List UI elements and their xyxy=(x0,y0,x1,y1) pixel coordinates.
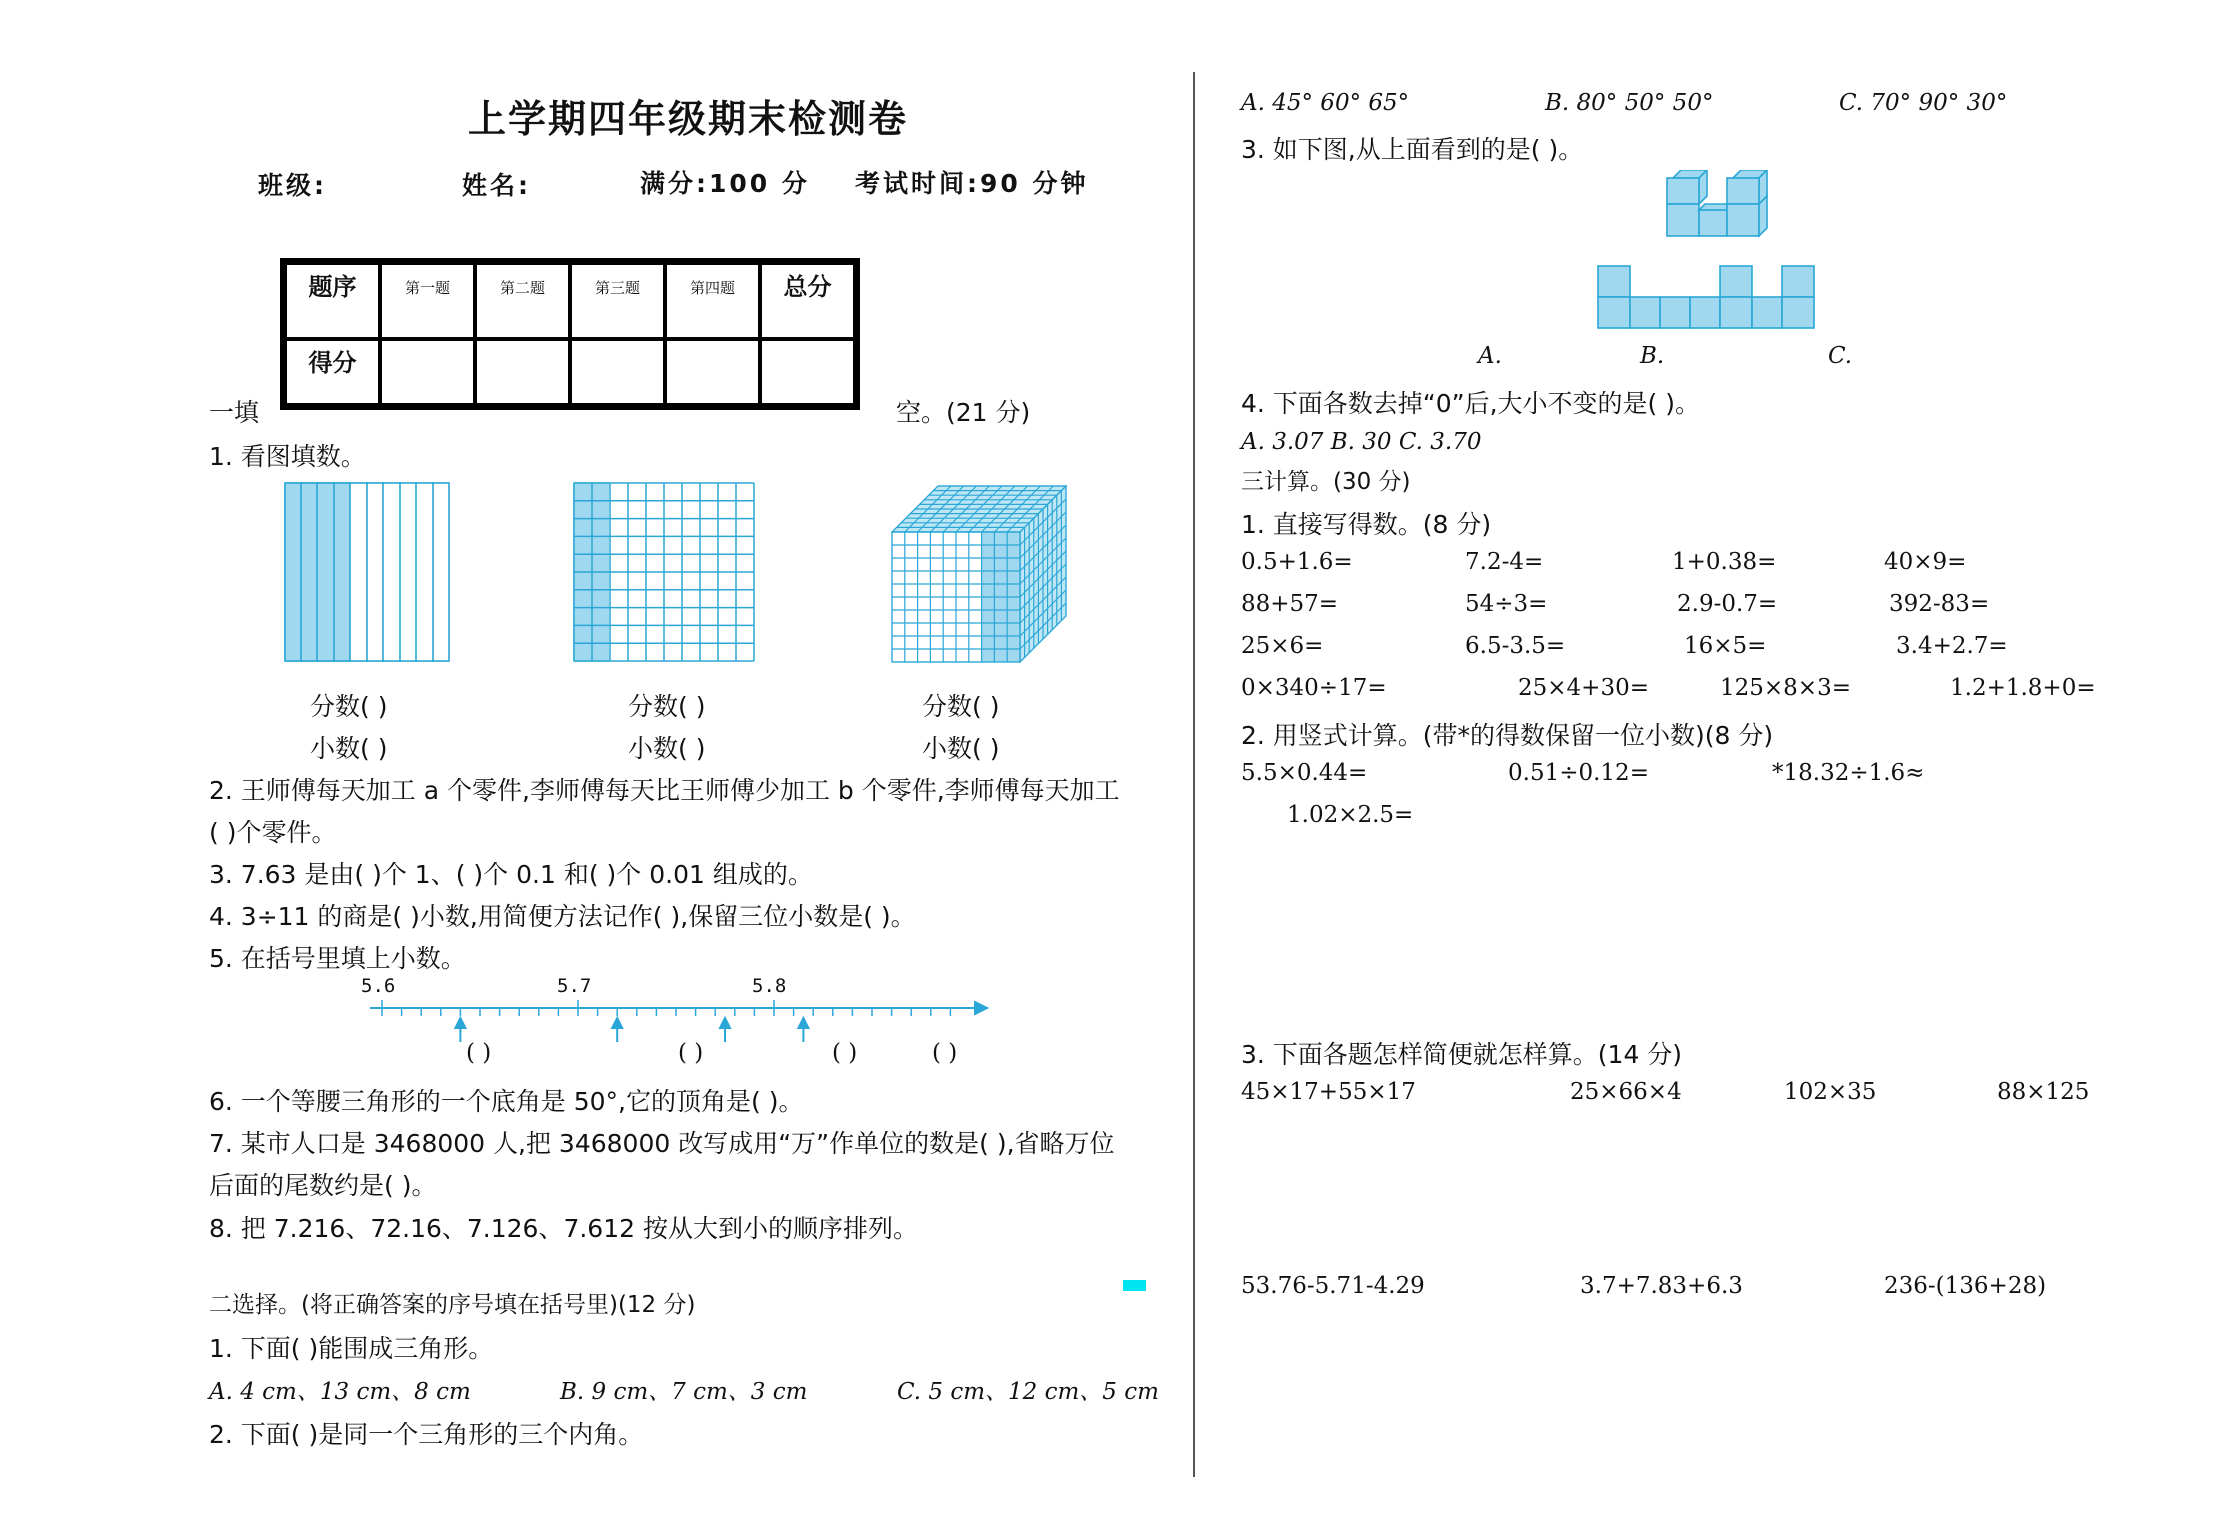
simplify-item: 3.7+7.83+6.3 xyxy=(1580,1273,1743,1299)
q2-3-option-b[interactable]: B. xyxy=(1640,343,1665,369)
option-b-square xyxy=(1720,297,1752,328)
column-divider xyxy=(1193,72,1195,1477)
vertical-calc-item: 0.51÷0.12= xyxy=(1508,760,1649,786)
question-2-2: 2. 下面( )是同一个三角形的三个内角。 xyxy=(209,1420,644,1449)
figure-hundredths-grid xyxy=(573,482,755,662)
simplify-item: 53.76-5.71-4.29 xyxy=(1241,1273,1425,1299)
question-3-3: 3. 下面各题怎样简便就怎样算。(14 分) xyxy=(1241,1040,1683,1069)
option-a-top-square xyxy=(1598,266,1630,297)
score-input-cell[interactable] xyxy=(570,339,665,407)
simplify-item: 236-(136+28) xyxy=(1884,1273,2047,1299)
question-3-1: 1. 直接写得数。(8 分) xyxy=(1241,510,1492,539)
numline-blank-4[interactable]: ( ) xyxy=(932,1040,958,1066)
score-input-cell[interactable] xyxy=(760,339,857,407)
fraction-blank-2[interactable]: 分数( ) xyxy=(628,692,706,721)
simplify-item: 45×17+55×17 xyxy=(1241,1079,1416,1105)
question-1-3: 3. 7.63 是由( )个 1、( )个 0.1 和( )个 0.01 组成的。 xyxy=(209,860,813,889)
option-b-square xyxy=(1660,297,1690,328)
simplify-item: 88×125 xyxy=(1997,1079,2090,1105)
figure-tenths-strips xyxy=(284,482,450,662)
section1-title-left: 一填 xyxy=(209,398,260,427)
q2-4-options[interactable]: A. 3.07 B. 30 C. 3.70 xyxy=(1241,429,1482,455)
calc-item: 2.9-0.7= xyxy=(1677,591,1778,617)
calc-item: 54÷3= xyxy=(1465,591,1548,617)
score-table-cell: 第一题 xyxy=(380,262,475,340)
question-1-8: 8. 把 7.216、72.16、7.126、7.612 按从大到小的顺序排列。 xyxy=(209,1214,918,1243)
class-label: 班级: xyxy=(258,171,327,200)
calc-item: 25×6= xyxy=(1241,633,1324,659)
score-table-score-row xyxy=(284,339,857,407)
numline-blank-1[interactable]: ( ) xyxy=(466,1040,492,1066)
cyan-mark xyxy=(1123,1280,1146,1291)
cube-stack-figure xyxy=(1665,170,1785,254)
section2-title: 二选择。(将正确答案的序号填在括号里)(12 分) xyxy=(209,1292,696,1318)
option-c-square xyxy=(1752,297,1782,328)
exam-time-label: 考试时间:90 分钟 xyxy=(855,169,1089,198)
option-a-square xyxy=(1630,297,1660,328)
score-input-cell[interactable] xyxy=(475,339,570,407)
calc-item: 1+0.38= xyxy=(1672,549,1777,575)
section3-title: 三计算。(30 分) xyxy=(1241,469,1411,495)
calc-item: 1.2+1.8+0= xyxy=(1950,675,2096,701)
question-1-7a: 7. 某市人口是 3468000 人,把 3468000 改写成用“万”作单位的数是( ),省略万位 xyxy=(209,1129,1115,1158)
numline-label-5-6: 5.6 xyxy=(361,975,396,997)
calc-item: 6.5-3.5= xyxy=(1465,633,1566,659)
calc-item: 25×4+30= xyxy=(1518,675,1649,701)
question-2-3: 3. 如下图,从上面看到的是( )。 xyxy=(1241,135,1584,164)
q2-3-option-c[interactable]: C. xyxy=(1828,343,1853,369)
score-table xyxy=(280,258,860,410)
numline-label-5-7: 5.7 xyxy=(557,975,592,997)
figure-thousandths-cube xyxy=(890,482,1072,664)
numline-blank-2[interactable]: ( ) xyxy=(678,1040,704,1066)
question-1-5: 5. 在括号里填上小数。 xyxy=(209,944,466,973)
score-table-cell: 总分 xyxy=(760,262,857,340)
calc-item: 7.2-4= xyxy=(1465,549,1544,575)
simplify-item: 25×66×4 xyxy=(1570,1079,1682,1105)
fraction-blank-1[interactable]: 分数( ) xyxy=(310,692,388,721)
q2-1-option-c[interactable]: C. 5 cm、12 cm、5 cm xyxy=(897,1379,1159,1405)
page-title: 上学期四年级期末检测卷 xyxy=(468,97,909,141)
q2-1-option-a[interactable]: A. 4 cm、13 cm、8 cm xyxy=(209,1379,471,1405)
number-line-ticks xyxy=(370,1000,987,1042)
score-input-cell[interactable] xyxy=(665,339,760,407)
question-1-6: 6. 一个等腰三角形的一个底角是 50°,它的顶角是( )。 xyxy=(209,1087,804,1116)
decimal-blank-1[interactable]: 小数( ) xyxy=(310,734,388,763)
score-table-cell: 第二题 xyxy=(475,262,570,340)
question-1-1: 1. 看图填数。 xyxy=(209,442,366,471)
fraction-blank-3[interactable]: 分数( ) xyxy=(922,692,1000,721)
option-b-top-square xyxy=(1720,266,1752,297)
calc-item: 40×9= xyxy=(1884,549,1967,575)
simplify-item: 102×35 xyxy=(1784,1079,1877,1105)
decimal-blank-3[interactable]: 小数( ) xyxy=(922,734,1000,763)
q2-1-option-b[interactable]: B. 9 cm、7 cm、3 cm xyxy=(560,1379,808,1405)
q2-2-option-a[interactable]: A. 45° 60° 65° xyxy=(1241,90,1410,116)
numline-blank-3[interactable]: ( ) xyxy=(832,1040,858,1066)
calc-item: 125×8×3= xyxy=(1720,675,1851,701)
vertical-calc-item: 5.5×0.44= xyxy=(1241,760,1368,786)
score-table-header-row xyxy=(284,262,857,340)
q2-2-option-b[interactable]: B. 80° 50° 50° xyxy=(1545,90,1714,116)
question-1-2a: 2. 王师傅每天加工 a 个零件,李师傅每天比王师傅少加工 b 个零件,李师傅每天加工 xyxy=(209,776,1120,805)
question-1-7b: 后面的尾数约是( )。 xyxy=(209,1171,437,1200)
answer-options-shapes xyxy=(1597,265,1817,330)
score-table-cell: 第三题 xyxy=(570,262,665,340)
score-table-cell: 第四题 xyxy=(665,262,760,340)
numline-label-5-8: 5.8 xyxy=(752,975,787,997)
question-1-2b: ( )个零件。 xyxy=(209,818,337,847)
section1-title-right: 空。(21 分) xyxy=(896,398,1031,427)
q2-2-option-c[interactable]: C. 70° 90° 30° xyxy=(1839,90,2008,116)
option-c-top-square xyxy=(1782,266,1814,297)
option-b-square xyxy=(1690,297,1720,328)
calc-item: 16×5= xyxy=(1684,633,1767,659)
option-a-square xyxy=(1598,297,1630,328)
calc-item: 88+57= xyxy=(1241,591,1339,617)
calc-item: 392-83= xyxy=(1889,591,1990,617)
vertical-calc-item: 1.02×2.5= xyxy=(1287,802,1414,828)
vertical-calc-item: *18.32÷1.6≈ xyxy=(1772,760,1925,786)
full-score-label: 满分:100 分 xyxy=(640,169,810,198)
question-1-4: 4. 3÷11 的商是( )小数,用简便方法记作( ),保留三位小数是( )。 xyxy=(209,902,916,931)
option-c-square xyxy=(1782,297,1814,328)
question-3-2: 2. 用竖式计算。(带*的得数保留一位小数)(8 分) xyxy=(1241,721,1774,750)
number-line xyxy=(370,992,990,1042)
score-table-cell: 题序 xyxy=(284,262,381,340)
q2-3-option-a[interactable]: A. xyxy=(1478,343,1502,369)
score-input-cell[interactable] xyxy=(380,339,475,407)
cube-grid xyxy=(892,486,1066,662)
calc-item: 0.5+1.6= xyxy=(1241,549,1353,575)
name-label: 姓名: xyxy=(462,171,531,200)
question-2-4: 4. 下面各数去掉“0”后,大小不变的是( )。 xyxy=(1241,389,1701,418)
decimal-blank-2[interactable]: 小数( ) xyxy=(628,734,706,763)
score-table-cell: 得分 xyxy=(284,339,381,407)
calc-item: 3.4+2.7= xyxy=(1896,633,2008,659)
question-2-1: 1. 下面( )能围成三角形。 xyxy=(209,1334,494,1363)
calc-item: 0×340÷17= xyxy=(1241,675,1387,701)
